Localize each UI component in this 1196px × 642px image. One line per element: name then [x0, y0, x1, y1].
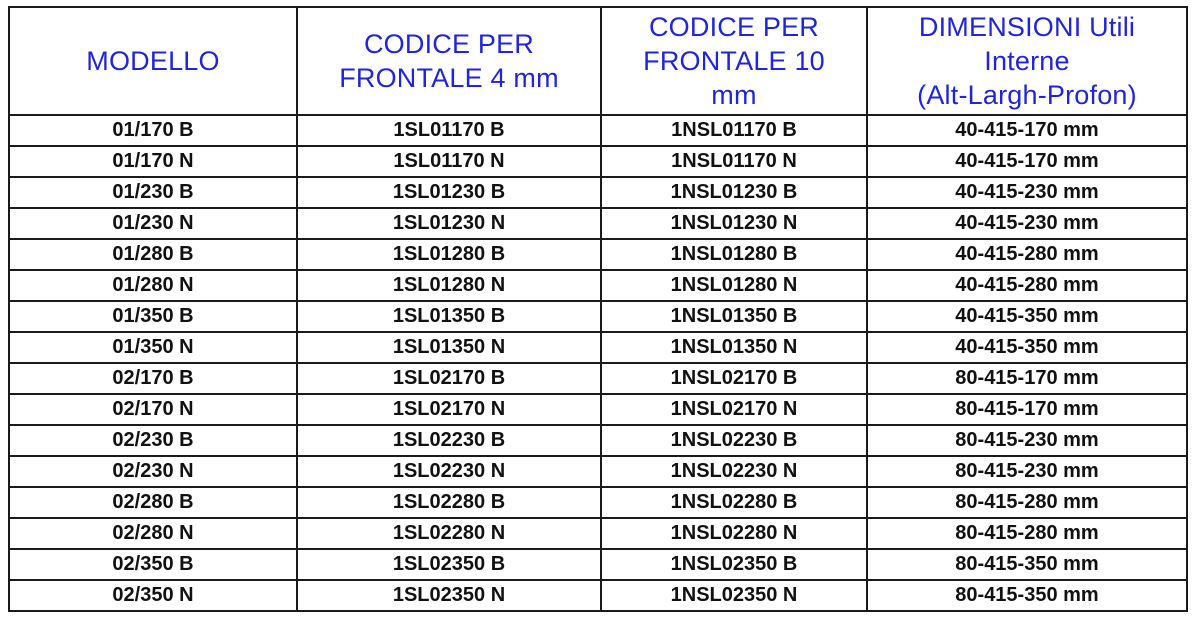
cell-dimensioni: 40-415-230 mm — [867, 177, 1187, 208]
cell-codice-4mm: 1SL02280 B — [297, 487, 601, 518]
table-row — [9, 549, 1187, 580]
cell-codice-4mm: 1SL01230 N — [297, 208, 601, 239]
cell-modello: 01/170 B — [9, 115, 297, 146]
cell-modello: 01/170 N — [9, 146, 297, 177]
cell-dimensioni: 40-415-280 mm — [867, 270, 1187, 301]
table-row — [9, 518, 1187, 549]
cell-modello: 02/280 B — [9, 487, 297, 518]
cell-dimensioni: 40-415-170 mm — [867, 146, 1187, 177]
cell-codice-10mm: 1NSL02350 B — [601, 549, 867, 580]
cell-codice-10mm: 1NSL02280 B — [601, 487, 867, 518]
cell-modello: 02/170 N — [9, 394, 297, 425]
header-line: mm — [711, 80, 757, 110]
cell-codice-10mm: 1NSL02170 N — [601, 394, 867, 425]
cell-codice-4mm: 1SL01350 B — [297, 301, 601, 332]
table-row — [9, 456, 1187, 487]
spec-sheet — [8, 6, 1186, 632]
table-row — [9, 115, 1187, 146]
header-codice-frontale-10mm — [601, 7, 867, 115]
cell-codice-4mm: 1SL01230 B — [297, 177, 601, 208]
cell-dimensioni: 80-415-280 mm — [867, 487, 1187, 518]
cell-modello: 02/350 N — [9, 580, 297, 611]
cell-modello: 01/280 N — [9, 270, 297, 301]
table-row — [9, 332, 1187, 363]
header-line: (Alt-Largh-Profon) — [917, 80, 1137, 110]
table-body — [9, 115, 1187, 611]
cell-dimensioni: 80-415-350 mm — [867, 549, 1187, 580]
cell-codice-4mm: 1SL02280 N — [297, 518, 601, 549]
cell-codice-4mm: 1SL01170 B — [297, 115, 601, 146]
table-row — [9, 301, 1187, 332]
cell-codice-4mm: 1SL01170 N — [297, 146, 601, 177]
cell-codice-4mm: 1SL01350 N — [297, 332, 601, 363]
table-row — [9, 580, 1187, 611]
cell-codice-4mm: 1SL01280 N — [297, 270, 601, 301]
cell-dimensioni: 40-415-230 mm — [867, 208, 1187, 239]
header-line: FRONTALE 10 — [643, 46, 825, 76]
cell-modello: 02/350 B — [9, 549, 297, 580]
cell-codice-4mm: 1SL02230 N — [297, 456, 601, 487]
header-line: MODELLO — [86, 46, 220, 76]
cell-modello: 01/230 B — [9, 177, 297, 208]
cell-modello: 01/280 B — [9, 239, 297, 270]
cell-codice-4mm: 1SL02170 N — [297, 394, 601, 425]
cell-codice-10mm: 1NSL02230 B — [601, 425, 867, 456]
header-line: CODICE PER — [363, 29, 535, 59]
header-dimensioni — [867, 7, 1187, 115]
table-row — [9, 177, 1187, 208]
table-row — [9, 487, 1187, 518]
table-row — [9, 239, 1187, 270]
cell-codice-10mm: 1NSL02350 N — [601, 580, 867, 611]
cell-codice-10mm: 1NSL02230 N — [601, 456, 867, 487]
cell-codice-10mm: 1NSL01230 N — [601, 208, 867, 239]
cell-modello: 01/350 N — [9, 332, 297, 363]
cell-dimensioni: 40-415-170 mm — [867, 115, 1187, 146]
cell-dimensioni: 80-415-350 mm — [867, 580, 1187, 611]
header-line: DIMENSIONI Utili — [918, 12, 1136, 42]
cell-codice-10mm: 1NSL01350 N — [601, 332, 867, 363]
cell-codice-4mm: 1SL02170 B — [297, 363, 601, 394]
cell-dimensioni: 40-415-350 mm — [867, 301, 1187, 332]
header-line: FRONTALE 4 mm — [339, 63, 559, 93]
cell-codice-4mm: 1SL02350 B — [297, 549, 601, 580]
cell-dimensioni: 80-415-230 mm — [867, 456, 1187, 487]
cell-codice-10mm: 1NSL01350 B — [601, 301, 867, 332]
cell-codice-10mm: 1NSL01170 B — [601, 115, 867, 146]
cell-modello: 02/280 N — [9, 518, 297, 549]
table-row — [9, 270, 1187, 301]
cell-modello: 02/230 B — [9, 425, 297, 456]
cell-codice-10mm: 1NSL01280 N — [601, 270, 867, 301]
table-row — [9, 425, 1187, 456]
cell-codice-4mm: 1SL01280 B — [297, 239, 601, 270]
cell-dimensioni: 80-415-170 mm — [867, 363, 1187, 394]
header-modello — [9, 7, 297, 115]
cell-dimensioni: 80-415-230 mm — [867, 425, 1187, 456]
cell-modello: 02/170 B — [9, 363, 297, 394]
cell-codice-4mm: 1SL02350 N — [297, 580, 601, 611]
cell-codice-4mm: 1SL02230 B — [297, 425, 601, 456]
cell-modello: 02/230 N — [9, 456, 297, 487]
table-row — [9, 394, 1187, 425]
cell-codice-10mm: 1NSL01170 N — [601, 146, 867, 177]
cell-dimensioni: 40-415-280 mm — [867, 239, 1187, 270]
cell-dimensioni: 80-415-170 mm — [867, 394, 1187, 425]
cell-modello: 01/230 N — [9, 208, 297, 239]
cell-dimensioni: 40-415-350 mm — [867, 332, 1187, 363]
header-codice-frontale-4mm — [297, 7, 601, 115]
table-row — [9, 208, 1187, 239]
cell-modello: 01/350 B — [9, 301, 297, 332]
cell-dimensioni: 80-415-280 mm — [867, 518, 1187, 549]
header-line: Interne — [984, 46, 1070, 76]
cell-codice-10mm: 1NSL01280 B — [601, 239, 867, 270]
table-row — [9, 363, 1187, 394]
header-line: CODICE PER — [648, 12, 820, 42]
header-row — [9, 7, 1187, 115]
table-row — [9, 146, 1187, 177]
cell-codice-10mm: 1NSL01230 B — [601, 177, 867, 208]
model-code-table — [8, 6, 1188, 612]
cell-codice-10mm: 1NSL02280 N — [601, 518, 867, 549]
cell-codice-10mm: 1NSL02170 B — [601, 363, 867, 394]
